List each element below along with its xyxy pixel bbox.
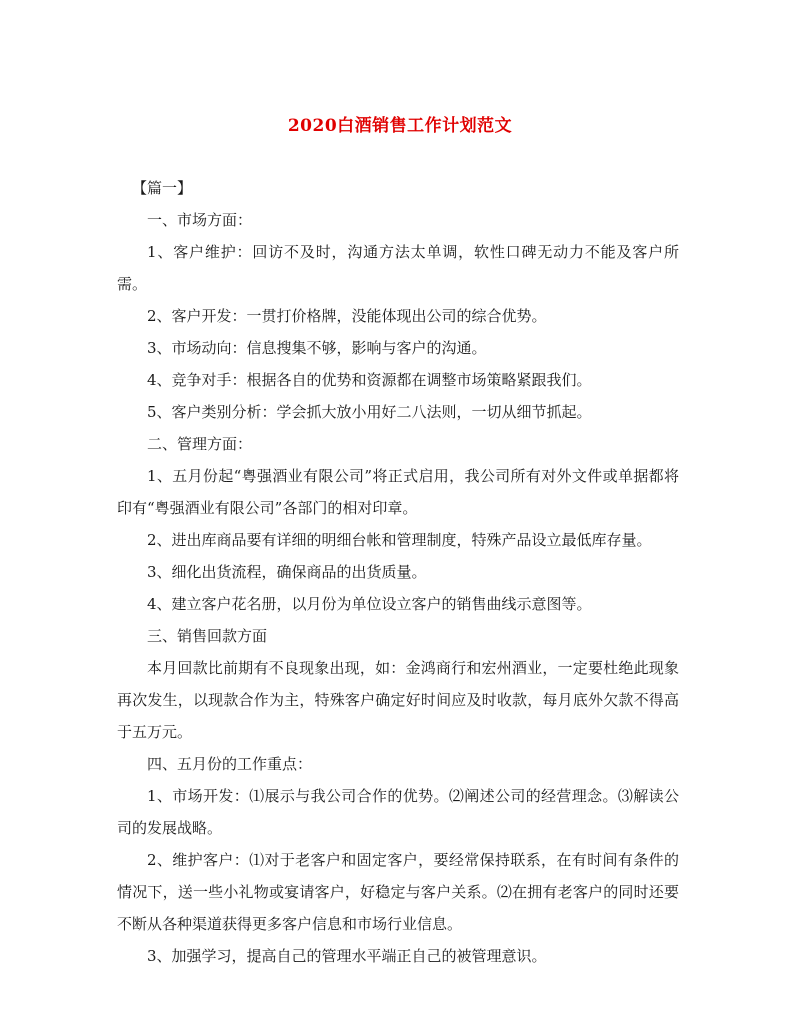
paragraph: 本月回款比前期有不良现象出现，如：金鸿商行和宏州酒业，一定要杜绝此现象再次发生，以现款合作为主，特殊客户确定好时间应及时收款，每月底外欠款不得高于五万元。 (117, 659, 679, 741)
paragraph: 2、进出库商品要有详细的明细台帐和管理制度，特殊产品设立最低库存量。 (147, 531, 652, 549)
section-heading: 二、管理方面： (147, 435, 253, 453)
paragraph: 3、加强学习，提高自己的管理水平端正自己的被管理意识。 (147, 947, 547, 965)
section-heading: 一、市场方面： (147, 211, 253, 229)
paragraph: 5、客户类别分析：学会抓大放小用好二八法则，一切从细节抓起。 (147, 403, 592, 421)
paragraph: 2、客户开发：一贯打价格牌，没能体现出公司的综合优势。 (147, 307, 547, 325)
paragraph: 4、建立客户花名册，以月份为单位设立客户的销售曲线示意图等。 (147, 595, 592, 613)
paragraph: 4、竞争对手：根据各自的优势和资源都在调整市场策略紧跟我们。 (147, 371, 592, 389)
document-title: 2020白酒销售工作计划范文 (287, 116, 513, 136)
document-body (117, 172, 679, 972)
paragraph: 3、市场动向：信息搜集不够，影响与客户的沟通。 (147, 339, 487, 357)
paragraph: 3、细化出货流程，确保商品的出货质量。 (147, 563, 427, 581)
section-heading: 四、五月份的工作重点： (147, 755, 313, 773)
section-tag: 【篇一】 (132, 179, 193, 197)
paragraph: 1、市场开发：⑴展示与我公司合作的优势。⑵阐述公司的经营理念。⑶解读公司的发展战略。 (117, 787, 679, 837)
paragraph: 1、五月份起“粤强酒业有限公司”将正式启用，我公司所有对外文件或单据都将印有“粤强酒业有限公司”各部门的相对印章。 (117, 467, 679, 517)
section-heading: 三、销售回款方面 (147, 627, 268, 645)
paragraph: 1、客户维护：回访不及时，沟通方法太单调，软性口碑无动力不能及客户所需。 (117, 243, 679, 293)
paragraph: 2、维护客户：⑴对于老客户和固定客户，要经常保持联系，在有时间有条件的情况下，送一些小礼物或宴请客户，好稳定与客户关系。⑵在拥有老客户的同时还要不断从各种渠道获得更多客户信息和市场行业信息。 (117, 851, 679, 933)
